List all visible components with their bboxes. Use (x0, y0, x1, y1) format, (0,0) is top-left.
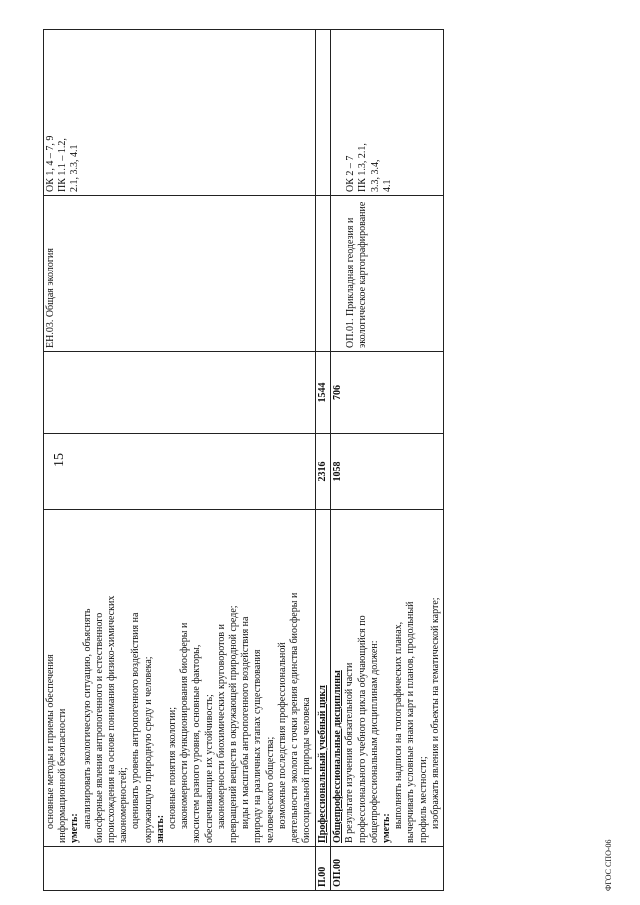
description-line: возможные последствия профессиональной (276, 642, 288, 829)
section-label: знать: (154, 814, 166, 843)
description-line: экосистем разного уровня, основные факторы, (191, 644, 203, 843)
required-hours-value: 706 (331, 352, 444, 434)
required-hours-value: 1544 (316, 352, 331, 434)
max-hours-value: 1058 (331, 434, 444, 510)
description-line: окружающую природную среду и человека; (142, 656, 154, 843)
competencies-cell: ОК 1, 4 – 7, 9 ПК 1.1 – 1.2, 2.1, 3.3, 4.1 (44, 30, 316, 196)
description-line: профиль местности; (417, 756, 429, 843)
page-number: 15 (52, 453, 67, 467)
description-line: анализировать экологическую ситуацию, объяснять (81, 608, 93, 829)
competencies-cell: ОК 2 – 7 ПК 1.3, 2.1, 3.3, 3.4, 4.1 (331, 30, 444, 196)
description-line: профессионального учебного цикла обучающийся по (356, 615, 368, 843)
description-line: обеспечивающие их устойчивость; (203, 694, 215, 843)
description-line: деятельности эколога с точки зрения единства биосферы и (289, 592, 301, 843)
description-cell (44, 510, 316, 847)
fgos-table (43, 29, 444, 891)
section-label: уметь: (69, 813, 81, 843)
section-title: Общепрофессиональные дисциплины (332, 670, 344, 843)
description-line: основные понятия экологии; (167, 707, 179, 829)
discipline-cell (316, 196, 331, 352)
description-line: В результате изучения обязательной части (344, 662, 356, 843)
description-line: биосферные явления антропогенного и естественного (93, 612, 105, 843)
section-title: Профессиональный учебный цикл (316, 510, 331, 847)
max-hours-value: 2316 (316, 434, 331, 510)
description-lines (45, 513, 313, 843)
section-index: П.00 (316, 847, 331, 891)
max-hours-cell (44, 434, 316, 510)
index-cell (44, 847, 316, 891)
description-line: выполнять надписи на топографических планах, (393, 621, 405, 829)
description-line: оценивать уровень антропогенного воздействия на (130, 612, 142, 829)
description-cell (331, 510, 444, 847)
description-line: общепрофессиональным дисциплинам должен: (368, 640, 380, 843)
table-row (316, 30, 331, 891)
description-line: виды и масштабы антропогенного воздействия на (240, 616, 252, 829)
table-row (331, 30, 444, 891)
competencies-cell (316, 30, 331, 196)
description-line: человеческого общества; (264, 736, 276, 843)
description-line: превращений веществ в окружающей природной среде; (228, 605, 240, 843)
description-line: биосоциальной природы человека (301, 697, 313, 843)
description-line: закономерности функционирования биосферы и (179, 622, 191, 829)
discipline-cell: ЕН.03. Общая экология (44, 196, 316, 352)
section-label: уметь: (381, 813, 393, 843)
description-lines (344, 513, 442, 843)
description-line: основные методы и приемы обеспечения (45, 654, 56, 829)
section-index: ОП.00 (331, 847, 444, 891)
description-line: информационной безопасности (57, 708, 69, 843)
footer-label: ФГОС СПО-06 (604, 839, 613, 891)
description-line: вычерчивать условные знаки карт и планов, продольный (405, 601, 417, 843)
description-line: закономерностей; (118, 767, 130, 843)
discipline-cell: ОП.01. Прикладная геодезия и экологическое картографирование (331, 196, 444, 352)
description-line: изображать явления и объекты на тематической карте; (429, 597, 441, 829)
description-line: происхождения на основе понимания физико-химических (106, 595, 118, 843)
description-line: закономерности биохимических круговоротов и (215, 624, 227, 829)
table-row (44, 30, 316, 891)
required-hours-cell (44, 352, 316, 434)
description-line: природу на различных этапах существования (252, 649, 264, 843)
